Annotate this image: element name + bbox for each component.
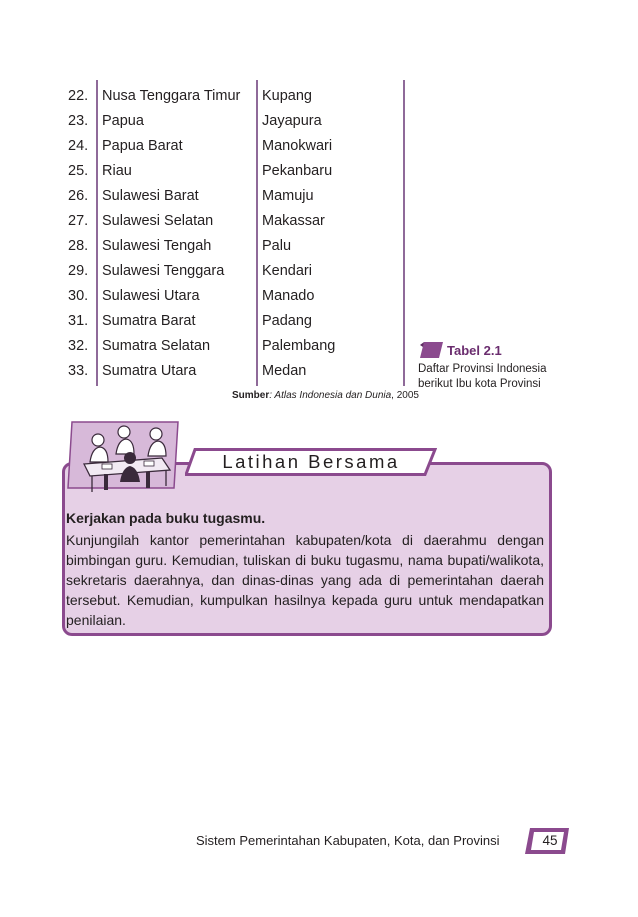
table-row (60, 134, 406, 159)
table-row (60, 234, 406, 259)
capital-name: Manado (262, 288, 315, 304)
province-name: Sulawesi Barat (102, 188, 199, 204)
capital-name: Padang (262, 313, 312, 329)
capital-name: Manokwari (262, 138, 333, 154)
table-row (60, 284, 406, 309)
caption-tab-icon (418, 341, 444, 359)
table-row (60, 309, 406, 334)
source-year: , 2005 (391, 390, 419, 401)
caption-title: Tabel 2.1 (447, 343, 502, 358)
capital-name: Palu (262, 238, 292, 254)
province-table (60, 80, 406, 386)
row-number: 24. (68, 138, 89, 154)
province-name: Nusa Tenggara Timur (102, 88, 241, 104)
capital-name: Mamuju (262, 188, 314, 204)
province-name: Sumatra Utara (102, 363, 197, 379)
capital-name: Kendari (262, 263, 312, 279)
province-name: Papua (102, 113, 144, 129)
capital-name: Medan (262, 363, 307, 379)
row-number: 32. (68, 338, 89, 354)
row-number: 29. (68, 263, 89, 279)
province-name: Sulawesi Tenggara (102, 263, 225, 279)
row-number: 26. (68, 188, 89, 204)
row-number: 23. (68, 113, 89, 129)
table-row (60, 84, 406, 109)
footer-title: Sistem Pemerintahan Kabupaten, Kota, dan Provinsi (196, 833, 500, 848)
table-row (60, 209, 406, 234)
page-number: 45 (542, 833, 558, 848)
exercise-body: Kunjungilah kantor pemerintahan kabupaten/kota di daerahmu dengan bimbingan guru. Kemudian, tuliskan di buku tugasmu, nama bupati/walikota, sekretaris daerahnya, dan dinas-dinas yang ada di pemerintahan daerah tersebut. Kemudian, kumpulkan hasilnya kepada guru untuk mendapatkan penilaian. (66, 532, 544, 628)
row-number: 22. (68, 88, 89, 104)
capital-name: Pekanbaru (262, 163, 333, 179)
source-text: : Atlas Indonesia dan Dunia (269, 390, 392, 401)
table-row (60, 184, 406, 209)
province-name: Riau (102, 163, 132, 179)
row-number: 25. (68, 163, 89, 179)
students-studying-illustration (66, 418, 186, 496)
capital-name: Jayapura (262, 113, 322, 129)
row-number: 33. (68, 363, 89, 379)
province-name: Papua Barat (102, 138, 183, 154)
table-row (60, 259, 406, 284)
capital-name: Makassar (262, 213, 325, 229)
capital-name: Palembang (262, 338, 336, 354)
province-name: Sulawesi Selatan (102, 213, 214, 229)
caption-text: Daftar Provinsi Indonesia berikut Ibu kota Provinsi (418, 363, 547, 390)
capital-name: Kupang (262, 88, 312, 104)
table-row (60, 334, 406, 359)
row-number: 30. (68, 288, 89, 304)
row-number: 28. (68, 238, 89, 254)
exercise-banner: Latihan Bersama (222, 451, 400, 472)
table-row (60, 359, 406, 384)
row-number: 27. (68, 213, 89, 229)
province-name: Sulawesi Tengah (102, 238, 212, 254)
province-name: Sumatra Barat (102, 313, 196, 329)
table-row (60, 159, 406, 184)
exercise-title: Kerjakan pada buku tugasmu. (66, 510, 266, 526)
table-source (232, 390, 419, 401)
province-name: Sulawesi Utara (102, 288, 200, 304)
province-name: Sumatra Selatan (102, 338, 211, 354)
table-row (60, 109, 406, 134)
source-label: Sumber (232, 390, 270, 401)
row-number: 31. (68, 313, 89, 329)
